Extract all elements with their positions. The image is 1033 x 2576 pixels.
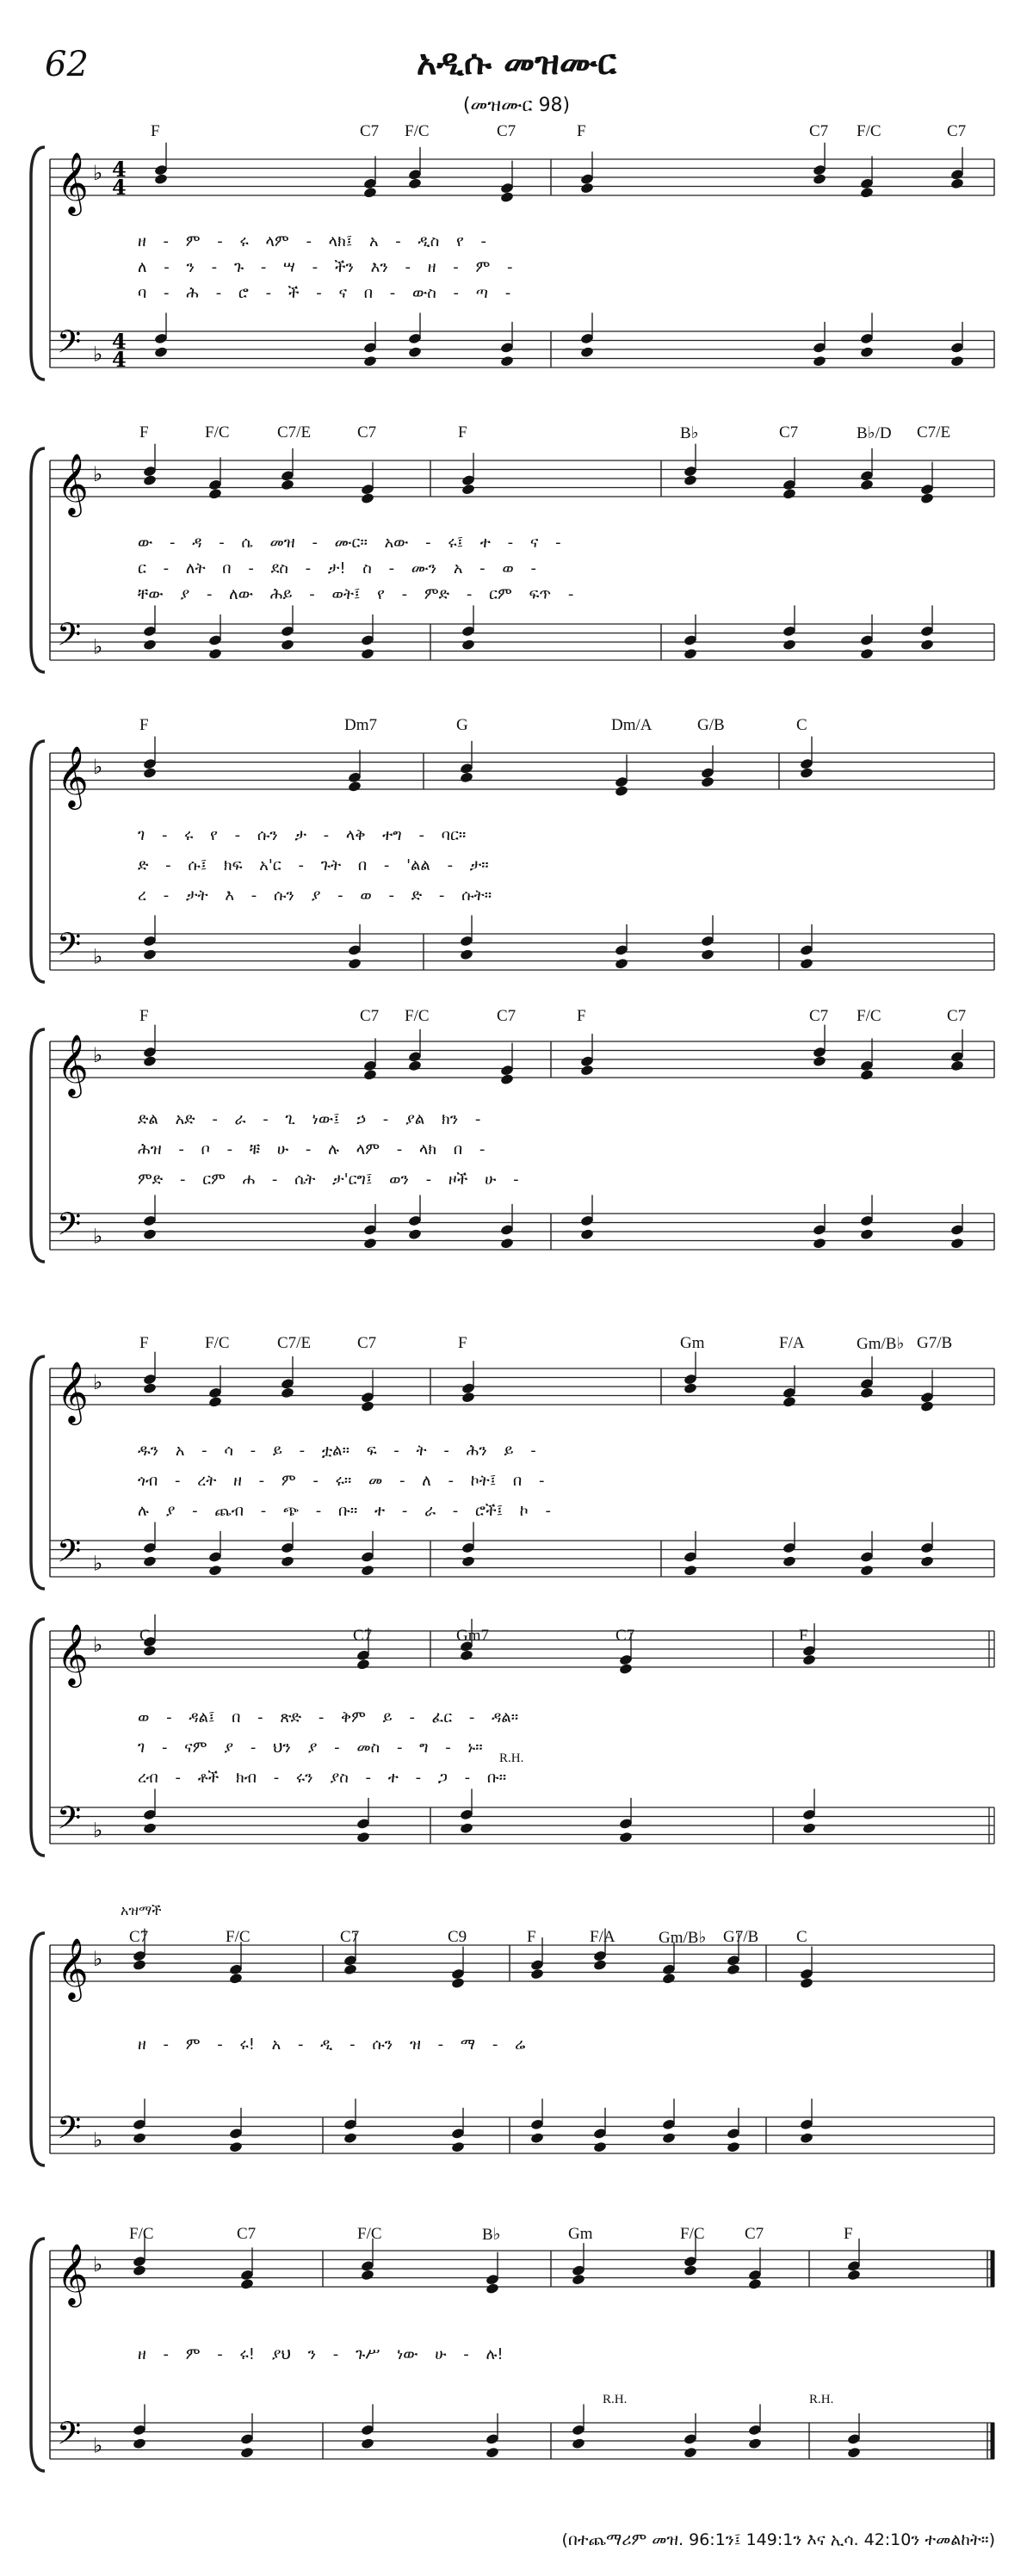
treble-notehead	[500, 191, 515, 203]
lyric-line: ባ - ሕ - ሮ - ች - ና በ - ውስ - ጣ -	[138, 284, 511, 302]
bass-notehead	[500, 355, 515, 368]
key-flat-icon: ♭	[93, 2252, 103, 2277]
lyric-line: ቸው ያ - ለው ሕይ - ወት፤ የ - ምድ - ርም ፍጥ -	[138, 585, 574, 603]
treble-clef-icon: 𝄞	[57, 1937, 89, 1999]
chord-symbol: B♭	[680, 424, 699, 442]
lyric-line: ዘ - ም - ሩ! ያህ ን - ጉሥ ነው ሁ - ሉ!	[138, 2345, 504, 2363]
chord-symbol: Gm	[568, 2225, 593, 2243]
treble-notehead	[920, 492, 935, 504]
treble-notehead	[593, 1959, 608, 1971]
bass-notehead	[684, 648, 698, 660]
lyric-line: ወ - ዳል፤ በ - ጽድ - ቅም ይ - ፈር - ዳል።	[138, 1708, 519, 1727]
treble-notehead	[143, 1645, 158, 1657]
chord-symbol: F/C	[357, 2225, 382, 2243]
chord-symbol: F	[844, 2225, 853, 2243]
treble-notehead	[662, 1973, 677, 1985]
treble-notehead	[460, 771, 474, 783]
bass-notehead	[281, 639, 295, 651]
treble-notehead	[208, 488, 223, 500]
bass-notehead	[615, 958, 629, 970]
lyric-line: ምድ - ርም ሐ - ሴት ታ'ርግ፤ ወን - ዞች ሁ -	[138, 1171, 519, 1189]
bass-notehead	[154, 346, 169, 358]
time-signature: 4	[112, 347, 127, 372]
chord-symbol: F	[139, 716, 149, 734]
treble-notehead	[281, 1387, 295, 1399]
treble-notehead	[363, 1069, 378, 1081]
bass-notehead	[748, 2437, 763, 2449]
chord-symbol: Gm7	[456, 1627, 489, 1645]
treble-clef-icon: 𝄞	[57, 452, 89, 515]
bass-notehead	[281, 1555, 295, 1567]
bass-notehead	[847, 2447, 862, 2459]
chord-symbol: C7	[615, 1627, 635, 1645]
bass-clef-icon: 𝄢	[57, 1206, 82, 1251]
key-flat-icon: ♭	[93, 1551, 103, 1576]
chord-symbol: C7	[129, 1928, 149, 1946]
treble-notehead	[813, 173, 827, 185]
treble-clef-icon: 𝄞	[57, 1360, 89, 1423]
treble-notehead	[860, 1387, 875, 1399]
right-hand-mark: R.H.	[603, 2393, 628, 2406]
bass-notehead	[143, 948, 158, 961]
bass-notehead	[229, 2141, 244, 2153]
lyric-line: ዘ - ም - ሩ! አ - ዲ - ሱን ዝ - ማ - ሬ	[138, 2035, 526, 2054]
chord-symbol: G7/B	[723, 1928, 759, 1946]
lyric-line: ገ - ናም ያ - ህን ያ - መስ - ግ - ኑ።	[138, 1739, 483, 1757]
time-signature: 4	[112, 175, 127, 200]
treble-notehead	[580, 1065, 595, 1077]
bass-notehead	[860, 346, 875, 358]
bass-notehead	[361, 1565, 375, 1577]
chorus-label: አዝማች	[121, 1904, 162, 1918]
treble-notehead	[800, 1977, 814, 1989]
treble-notehead	[133, 2264, 147, 2276]
bass-notehead	[133, 2437, 147, 2449]
treble-notehead	[451, 1977, 466, 1989]
bass-clef-icon: 𝄢	[57, 2415, 82, 2460]
treble-notehead	[361, 1400, 375, 1412]
treble-notehead	[363, 187, 378, 199]
bass-clef-icon: 𝄢	[57, 1800, 82, 1844]
treble-notehead	[460, 1649, 474, 1661]
lyric-line: ር - ለት በ - ደስ - ታ! ስ - ሙን አ - ወ -	[138, 559, 536, 578]
chord-symbol: F/C	[226, 1928, 251, 1946]
treble-notehead	[701, 776, 715, 788]
system-bracket	[31, 741, 45, 982]
system-6	[31, 1615, 994, 1856]
chord-symbol: G7/B	[917, 1334, 953, 1352]
chord-symbol: F	[458, 1334, 467, 1352]
treble-notehead	[619, 1663, 634, 1675]
bass-clef-icon: 𝄢	[57, 324, 82, 368]
treble-notehead	[860, 1069, 875, 1081]
chord-symbol: C7	[497, 122, 516, 140]
system-bracket	[31, 1356, 45, 1589]
treble-notehead	[361, 492, 375, 504]
treble-clef-icon: 𝄞	[57, 744, 89, 807]
key-flat-icon: ♭	[93, 944, 103, 969]
treble-notehead	[343, 1963, 358, 1975]
bass-notehead	[813, 1238, 827, 1250]
lyric-line: ገ - ሩ የ - ሱን ታ - ላቅ ተግ - ባር።	[138, 826, 467, 844]
chord-symbol: C7	[947, 1007, 967, 1025]
bass-notehead	[143, 1555, 158, 1567]
chord-symbol: F	[139, 1334, 149, 1352]
chord-symbol: F/C	[205, 1334, 230, 1352]
bass-clef-icon: 𝄢	[57, 926, 82, 971]
chord-symbol: C	[139, 1627, 151, 1645]
treble-notehead	[748, 2278, 763, 2290]
bass-notehead	[461, 1555, 476, 1567]
bass-notehead	[133, 2132, 147, 2144]
key-flat-icon: ♭	[93, 2433, 103, 2458]
chord-symbol: F	[139, 1007, 149, 1025]
treble-notehead	[727, 1963, 741, 1975]
chord-symbol: F/A	[590, 1928, 615, 1946]
bass-notehead	[662, 2132, 677, 2144]
lyric-line: ድል አድ - ራ - ጊ ነው፤ ኃ - ያል ክን -	[138, 1110, 481, 1128]
treble-notehead	[684, 1382, 698, 1394]
bass-notehead	[460, 948, 474, 961]
bass-notehead	[860, 1228, 875, 1240]
lyric-line: ጎብ - ረት ዘ - ም - ሩ። መ - ለ - ኮት፤ በ -	[138, 1472, 545, 1490]
system-bracket	[31, 2239, 45, 2471]
bass-notehead	[460, 1822, 474, 1834]
chord-symbol: C7	[779, 423, 799, 442]
right-hand-mark: R.H.	[499, 1751, 524, 1765]
chord-symbol: C7	[357, 423, 377, 442]
bass-notehead	[920, 639, 935, 651]
treble-notehead	[860, 479, 875, 491]
chord-symbol: C7	[809, 1007, 829, 1025]
bass-clef-icon: 𝄢	[57, 2110, 82, 2154]
chord-symbol: B♭	[482, 2226, 501, 2244]
bass-notehead	[619, 1832, 634, 1844]
system-bracket	[31, 1619, 45, 1856]
bass-notehead	[530, 2132, 545, 2144]
treble-notehead	[143, 1055, 158, 1067]
key-flat-icon: ♭	[93, 634, 103, 659]
bass-notehead	[782, 639, 797, 651]
lyric-line: ዘ - ም - ሩ ላም - ላክ፤ አ - ዲስ የ -	[138, 232, 486, 250]
lyric-line: ለ - ን - ጉ - ሣ - ችን እን - ዘ - ም -	[138, 258, 513, 276]
chord-symbol: F	[577, 122, 586, 140]
page-number: 62	[45, 45, 89, 84]
system-bracket	[31, 1933, 45, 2165]
bass-notehead	[802, 1822, 817, 1834]
chord-symbol: F	[458, 423, 467, 442]
bass-notehead	[950, 1238, 965, 1250]
treble-notehead	[572, 2274, 586, 2286]
time-signature: 4	[112, 329, 127, 354]
chord-symbol: C7	[809, 122, 829, 140]
hymn-title: አዲሱ መዝሙር	[416, 43, 617, 83]
lyric-line: ረ - ታት እ - ሱን ያ - ወ - ድ - ሱት።	[138, 886, 492, 905]
bass-notehead	[208, 1565, 223, 1577]
treble-notehead	[133, 1959, 147, 1971]
bass-clef-icon: 𝄢	[57, 1533, 82, 1578]
bass-notehead	[363, 1238, 378, 1250]
bass-notehead	[684, 2447, 698, 2459]
treble-notehead	[782, 488, 797, 500]
bass-notehead	[950, 355, 965, 368]
treble-notehead	[461, 1392, 476, 1404]
key-flat-icon: ♭	[93, 161, 103, 186]
treble-notehead	[782, 1396, 797, 1408]
treble-notehead	[408, 1059, 423, 1072]
bass-clef-icon: 𝄢	[57, 616, 82, 661]
chord-symbol: F/C	[205, 423, 230, 442]
lyric-line: ድ - ሱ፤ ክፍ አ'ር - ጉት በ - 'ልል - ታ።	[138, 856, 489, 874]
treble-notehead	[684, 474, 698, 486]
treble-notehead	[530, 1968, 545, 1980]
system-bracket	[31, 448, 45, 672]
chord-symbol: C7	[353, 1627, 373, 1645]
system-bracket	[31, 1029, 45, 1262]
treble-notehead	[143, 767, 158, 779]
chord-symbol: Gm/B♭	[857, 1335, 905, 1353]
treble-notehead	[580, 182, 595, 195]
bass-notehead	[451, 2141, 466, 2153]
key-flat-icon: ♭	[93, 2128, 103, 2153]
key-flat-icon: ♭	[93, 1633, 103, 1658]
bass-notehead	[208, 648, 223, 660]
chord-symbol: F/C	[129, 2225, 154, 2243]
bass-notehead	[684, 1565, 698, 1577]
key-flat-icon: ♭	[93, 755, 103, 780]
bass-notehead	[860, 648, 875, 660]
chord-symbol: F	[151, 122, 160, 140]
key-flat-icon: ♭	[93, 462, 103, 487]
lyric-line: ሕዝ - ቦ - ቹ ሁ - ሉ ላም - ላክ በ -	[138, 1140, 486, 1158]
treble-notehead	[143, 1382, 158, 1394]
treble-notehead	[847, 2269, 862, 2281]
treble-clef-icon: 𝄞	[57, 1033, 89, 1096]
chord-symbol: C	[796, 716, 807, 734]
bass-notehead	[356, 1832, 371, 1844]
chord-symbol: C7	[947, 122, 967, 140]
lyric-line: ዱን አ - ሳ - ይ - ቷል። ፍ - ት - ሕን ይ -	[138, 1442, 536, 1460]
chord-symbol: C7	[745, 2225, 764, 2243]
bass-notehead	[143, 1822, 158, 1834]
bass-notehead	[580, 346, 595, 358]
treble-notehead	[154, 173, 169, 185]
treble-notehead	[281, 479, 295, 491]
chord-symbol: F/C	[680, 2225, 705, 2243]
bass-notehead	[813, 355, 827, 368]
key-flat-icon: ♭	[93, 1370, 103, 1395]
treble-notehead	[800, 767, 814, 779]
chord-symbol: C7	[497, 1007, 516, 1025]
treble-notehead	[461, 484, 476, 496]
key-flat-icon: ♭	[93, 342, 103, 367]
system-2	[31, 444, 994, 672]
chord-symbol: Gm	[680, 1334, 705, 1352]
treble-notehead	[208, 1396, 223, 1408]
treble-notehead	[500, 1073, 515, 1085]
hymn-subtitle: (መዝሙር 98)	[462, 95, 571, 116]
treble-notehead	[356, 1659, 371, 1671]
treble-notehead	[143, 474, 158, 486]
bass-notehead	[701, 948, 715, 961]
treble-notehead	[361, 2269, 375, 2281]
footnote: (በተጨማሪም መዝ. 96:1ን፤ 149:1ን እና ኢሳ. 42:10ን ተመልከት።)	[561, 2530, 995, 2549]
bass-notehead	[593, 2141, 608, 2153]
treble-notehead	[240, 2278, 255, 2290]
chord-symbol: F/A	[779, 1334, 805, 1352]
treble-clef-icon: 𝄞	[57, 151, 89, 213]
chord-symbol: C7/E	[277, 1334, 312, 1352]
treble-notehead	[920, 1400, 935, 1412]
bass-notehead	[580, 1228, 595, 1240]
treble-notehead	[229, 1973, 244, 1985]
chord-symbol: C7	[237, 2225, 257, 2243]
bass-notehead	[800, 958, 814, 970]
treble-notehead	[408, 177, 423, 189]
bass-notehead	[572, 2437, 586, 2449]
chord-symbol: C7	[357, 1334, 377, 1352]
bass-notehead	[408, 1228, 423, 1240]
key-flat-icon: ♭	[93, 1043, 103, 1068]
chord-symbol: B♭/D	[857, 424, 892, 442]
treble-notehead	[684, 2264, 698, 2276]
chord-symbol: F/C	[405, 1007, 430, 1025]
treble-notehead	[950, 1059, 965, 1072]
chord-symbol: G/B	[697, 716, 725, 734]
key-flat-icon: ♭	[93, 1818, 103, 1843]
bass-notehead	[408, 346, 423, 358]
chord-symbol: C7	[340, 1928, 360, 1946]
chord-symbol: F	[527, 1928, 536, 1946]
bass-notehead	[143, 639, 158, 651]
bass-notehead	[240, 2447, 255, 2459]
treble-notehead	[615, 785, 629, 797]
chord-symbol: F/C	[857, 122, 881, 140]
bass-notehead	[500, 1238, 515, 1250]
system-bracket	[31, 147, 45, 380]
key-flat-icon: ♭	[93, 1947, 103, 1972]
chord-symbol: Dm7	[344, 716, 377, 734]
chord-symbol: F	[799, 1627, 808, 1645]
time-signature: 4	[112, 157, 127, 182]
right-hand-mark: R.H.	[809, 2393, 834, 2406]
treble-clef-icon: 𝄞	[57, 1622, 89, 1685]
treble-notehead	[486, 2283, 500, 2295]
bass-notehead	[920, 1555, 935, 1567]
chord-symbol: C7/E	[917, 423, 951, 442]
lyric-line: ረብ - ቶች ክብ - ሩን ያስ - ተ - ጋ - ቡ።	[138, 1769, 507, 1787]
bass-notehead	[343, 2132, 358, 2144]
chord-symbol: Gm/B♭	[659, 1929, 707, 1947]
lyric-line: ው - ዳ - ሴ መዝ - ሙር። አው - ሩ፤ ተ - ና -	[138, 534, 561, 552]
chord-symbol: C9	[448, 1928, 467, 1946]
chord-symbol: F/C	[857, 1007, 881, 1025]
chord-symbol: C7/E	[277, 423, 312, 442]
system-5	[31, 1352, 994, 1589]
chord-symbol: C7	[360, 122, 380, 140]
lyric-line: ሉ ያ - ጨብ - ጭ - ቡ። ተ - ራ - ሮች፤ ኮ -	[138, 1502, 551, 1520]
chord-symbol: F	[139, 423, 149, 442]
bass-notehead	[727, 2141, 741, 2153]
treble-notehead	[802, 1654, 817, 1666]
bass-notehead	[361, 648, 375, 660]
bass-notehead	[461, 639, 476, 651]
chord-symbol: F	[577, 1007, 586, 1025]
treble-notehead	[950, 177, 965, 189]
treble-notehead	[348, 781, 362, 793]
bass-notehead	[348, 958, 362, 970]
chord-symbol: G	[456, 716, 468, 734]
chord-symbol: F/C	[405, 122, 430, 140]
key-flat-icon: ♭	[93, 1224, 103, 1249]
bass-notehead	[800, 2132, 814, 2144]
bass-notehead	[782, 1555, 797, 1567]
treble-notehead	[813, 1055, 827, 1067]
chord-symbol: C	[796, 1928, 807, 1946]
chord-symbol: C7	[360, 1007, 380, 1025]
bass-notehead	[486, 2447, 500, 2459]
chord-symbol: Dm/A	[611, 716, 653, 734]
bass-notehead	[860, 1565, 875, 1577]
treble-notehead	[860, 187, 875, 199]
bass-notehead	[361, 2437, 375, 2449]
treble-clef-icon: 𝄞	[57, 2242, 89, 2305]
bass-notehead	[363, 355, 378, 368]
bass-notehead	[143, 1228, 158, 1240]
